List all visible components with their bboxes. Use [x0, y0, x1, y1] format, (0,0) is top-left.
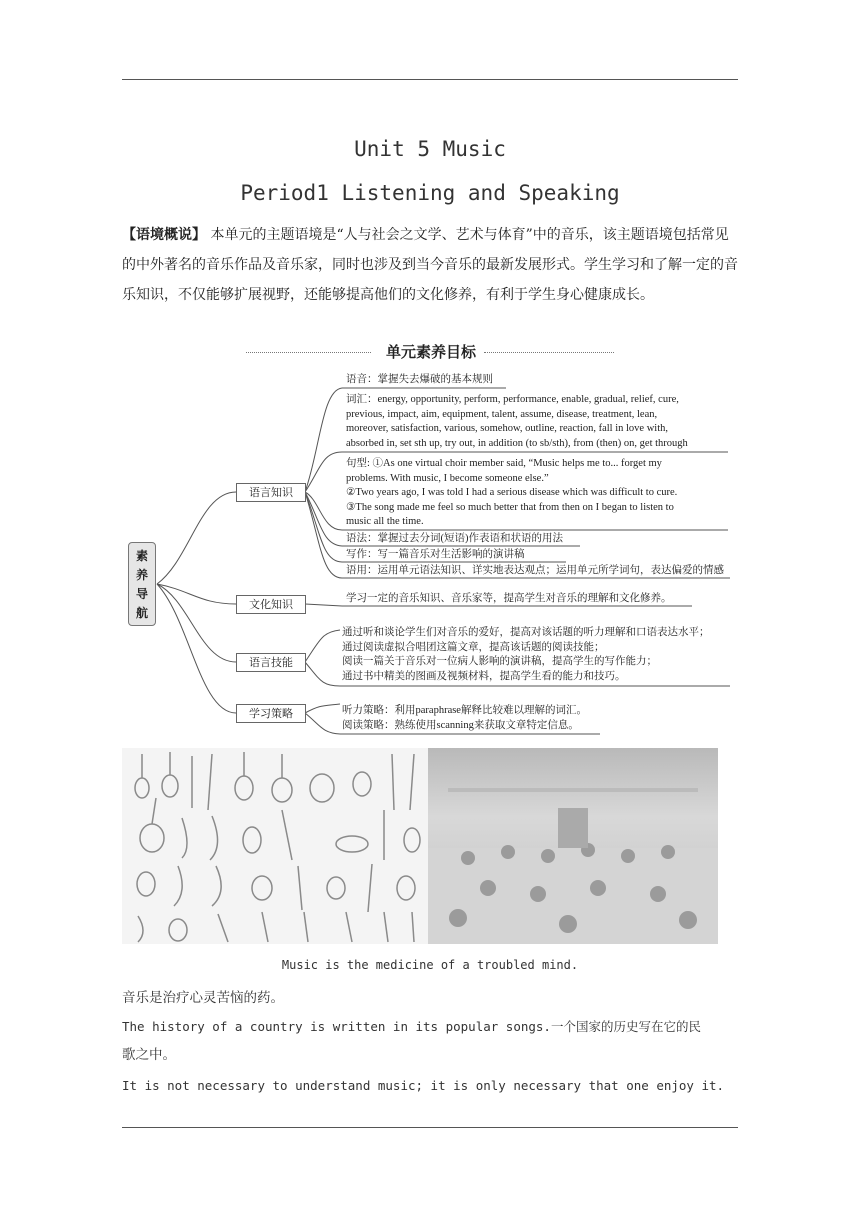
branch-learning-strategy: 学习策略 — [236, 704, 306, 723]
footer-rule — [122, 1127, 738, 1128]
leaf-writing: 写作：写一篇音乐对生活影响的演讲稿 — [346, 549, 525, 560]
leaf-vocabulary: 词汇：energy, opportunity, perform, performance, enable, gradual, relief, cure, previous, impact, aim, equipment, talent, assume, disease, treatment, lean, moreover, satisfaction, various, somehow, outline, reaction, fall in love with, absorbed in, set sth up, try out, in addition (to sb/sth), from (then) on, get through — [346, 394, 688, 449]
intro-label: 【语境概说】 — [122, 227, 206, 243]
quote-line-4: It is not necessary to understand music; it is only necessary that one enjoy it. — [122, 1078, 725, 1093]
intro-text: 本单元的主题语境是“人与社会之文学、艺术与体育”中的音乐，该主题语境包括常见的中外著名的音乐作品及音乐家，同时也涉及到当今音乐的最新发展形式。学生学习和了解一定的音乐知识，不仅能够扩展视野，还能够提高他们的文化修养，有利于学生身心健康成长。 — [122, 227, 738, 303]
branch-language-knowledge: 语言知识 — [236, 483, 306, 502]
leaf-skills: 通过听和谈论学生们对音乐的爱好，提高对该话题的听力理解和口语表达水平； 通过阅读虚拟合唱团这篇文章，提高该话题的阅读技能； 阅读一篇关于音乐对一位病人影响的演讲稿，提高学生的写作能力； 通过书中精美的图画及视频材料，提高学生看的能力和技巧。 — [342, 627, 710, 682]
orchestra-illustration — [428, 748, 718, 944]
root-label: 素养导航 — [135, 549, 148, 620]
banner-title: 单元素养目标 — [385, 343, 476, 361]
orchestra-photo — [428, 748, 718, 944]
quote-line-3: 歌之中。 — [122, 1047, 176, 1063]
leaf-sentences: 句型: ①As one virtual choir member said, “Music helps me to... forget my problems. With music, I become someone else.” ②Two years ago, I was told I had a serious disease which was difficult to cure. ③The song made me feel so much better that from then on I began to listen to music all the time. — [346, 458, 678, 527]
leaf-pronunciation: 语音：掌握失去爆破的基本规则 — [346, 374, 493, 385]
branch-language-skills: 语言技能 — [236, 653, 306, 672]
quote-line-1: 音乐是治疗心灵苦恼的药。 — [122, 990, 284, 1006]
instruments-illustration — [122, 748, 428, 944]
leaf-strategy: 听力策略：利用paraphrase解释比较难以理解的词汇。 阅读策略：熟练使用scanning来获取文章特定信息。 — [342, 705, 587, 731]
quote-line-2: The history of a country is written in its popular songs.一个国家的历史写在它的民 — [122, 1019, 701, 1034]
instruments-photo — [122, 748, 428, 944]
mindmap-root — [128, 542, 156, 626]
page-title: Unit 5 Music — [354, 137, 506, 161]
quote-caption: Music is the medicine of a troubled mind. — [281, 958, 579, 972]
page-subtitle: Period1 Listening and Speaking — [240, 181, 620, 205]
branch-culture-knowledge: 文化知识 — [236, 595, 306, 614]
leaf-grammar: 语法：掌握过去分词(短语)作表语和状语的用法 — [346, 533, 563, 544]
leaf-culture: 学习一定的音乐知识、音乐家等，提高学生对音乐的理解和文化修养。 — [346, 593, 672, 604]
leaf-usage: 语用：运用单元语法知识、详实地表达观点；运用单元所学词句，表达偏爱的情感 — [346, 565, 724, 576]
